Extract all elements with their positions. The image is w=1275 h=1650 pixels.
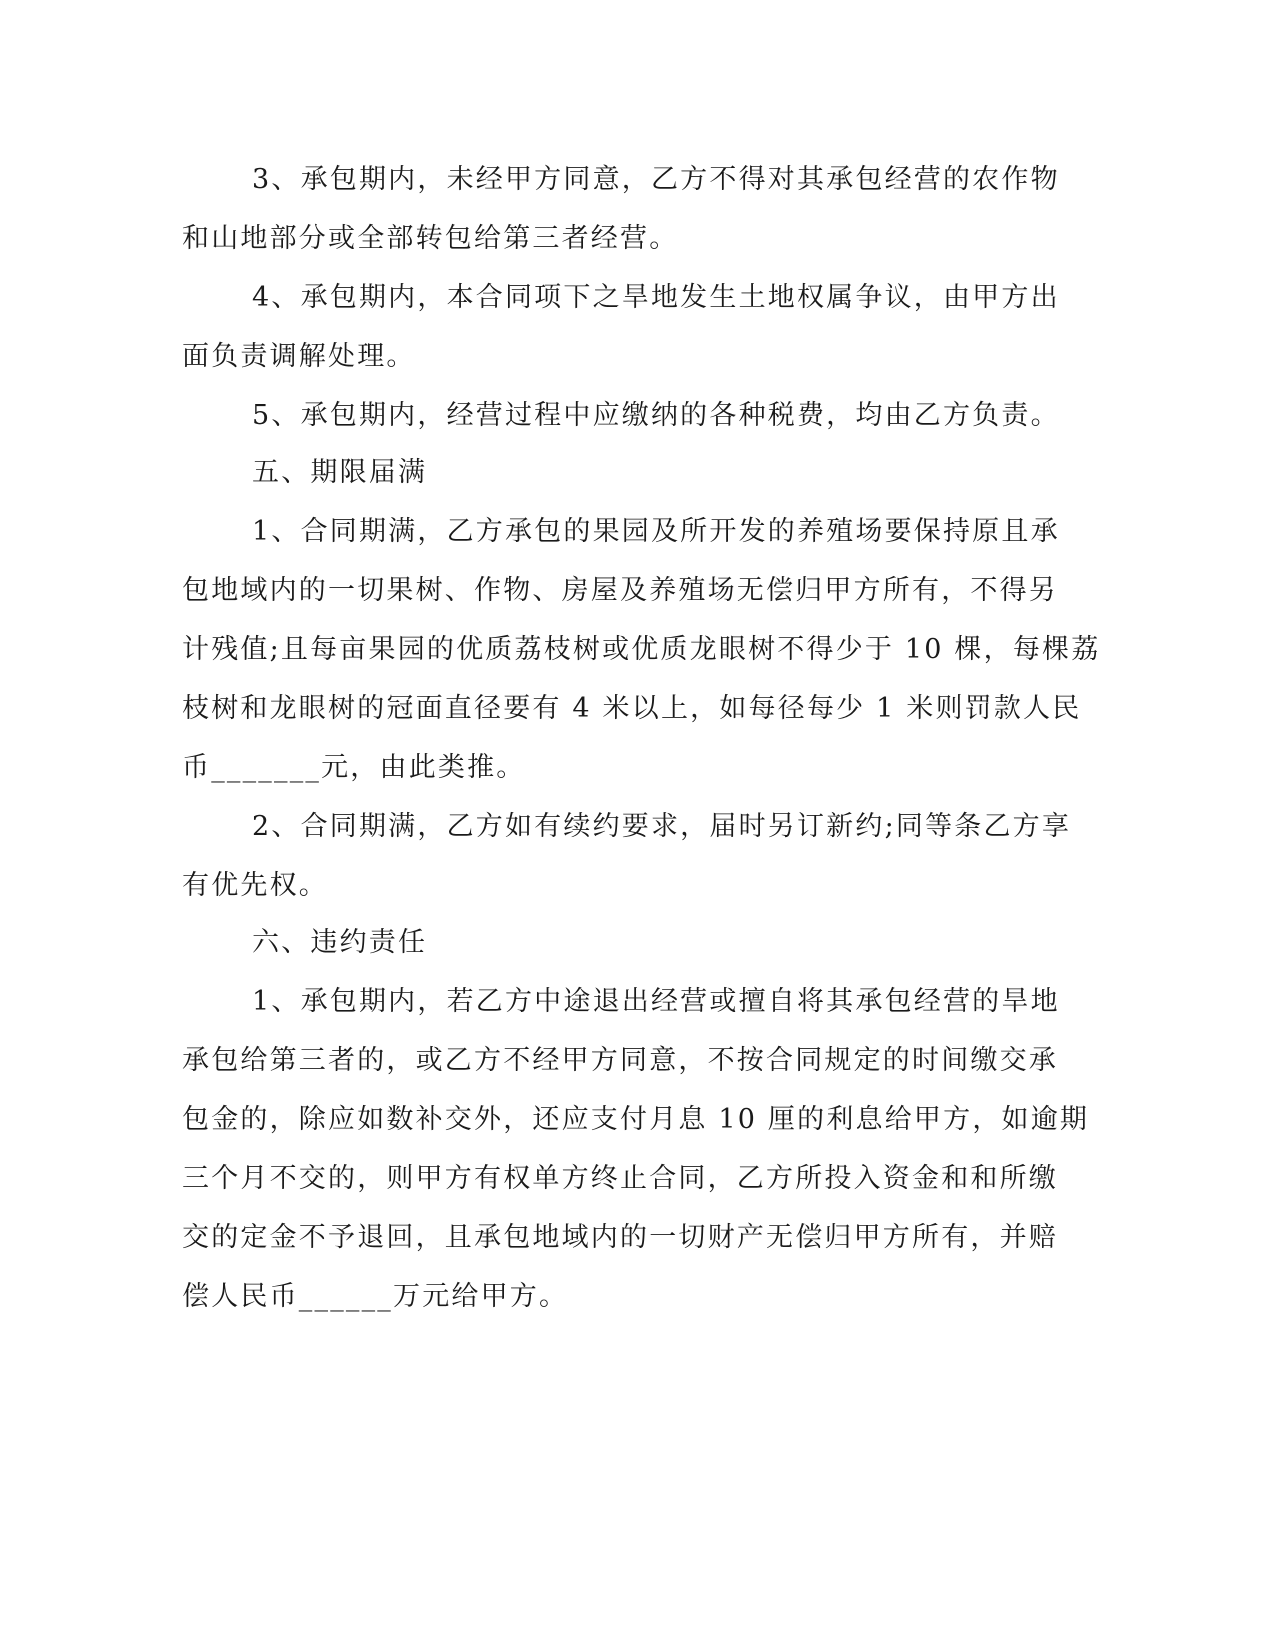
breach-clause-1-line-2: 承包给第三者的，或乙方不经甲方同意，不按合同规定的时间缴交承 [182,1045,1058,1076]
expiry-clause-2-line-1: 2、合同期满，乙方如有续约要求，届时另订新约;同等条乙方享 [252,811,1072,842]
breach-clause-1-line-6: 偿人民币______万元给甲方。 [182,1281,569,1312]
expiry-clause-1-line-3: 计残值;且每亩果园的优质荔枝树或优质龙眼树不得少于 10 棵，每棵荔 [182,634,1101,665]
breach-clause-1-line-1: 1、承包期内，若乙方中途退出经营或擅自将其承包经营的旱地 [252,986,1060,1017]
breach-clause-1-line-3: 包金的，除应如数补交外，还应支付月息 10 厘的利息给甲方，如逾期 [182,1104,1090,1135]
expiry-clause-1-line-5: 币_______元，由此类推。 [182,752,526,783]
section-heading-breach: 六、违约责任 [252,927,428,958]
clause-3-line-1: 3、承包期内，未经甲方同意，乙方不得对其承包经营的农作物 [252,164,1060,195]
expiry-clause-1-line-1: 1、合同期满，乙方承包的果园及所开发的养殖场要保持原且承 [252,516,1060,547]
clause-4-line-2: 面负责调解处理。 [182,341,416,372]
clause-4-line-1: 4、承包期内，本合同项下之旱地发生土地权属争议，由甲方出 [252,282,1060,313]
expiry-clause-1-line-4: 枝树和龙眼树的冠面直径要有 4 米以上，如每径每少 1 米则罚款人民 [182,693,1082,724]
expiry-clause-2-line-2: 有优先权。 [182,870,328,901]
section-heading-expiry: 五、期限届满 [252,457,428,488]
clause-3-line-2: 和山地部分或全部转包给第三者经营。 [182,223,679,254]
breach-clause-1-line-4: 三个月不交的，则甲方有权单方终止合同，乙方所投入资金和和所缴 [182,1163,1058,1194]
expiry-clause-1-line-2: 包地域内的一切果树、作物、房屋及养殖场无偿归甲方所有，不得另 [182,575,1058,606]
breach-clause-1-line-5: 交的定金不予退回，且承包地域内的一切财产无偿归甲方所有，并赔 [182,1222,1058,1253]
clause-5-line-1: 5、承包期内，经营过程中应缴纳的各种税费，均由乙方负责。 [252,400,1060,431]
